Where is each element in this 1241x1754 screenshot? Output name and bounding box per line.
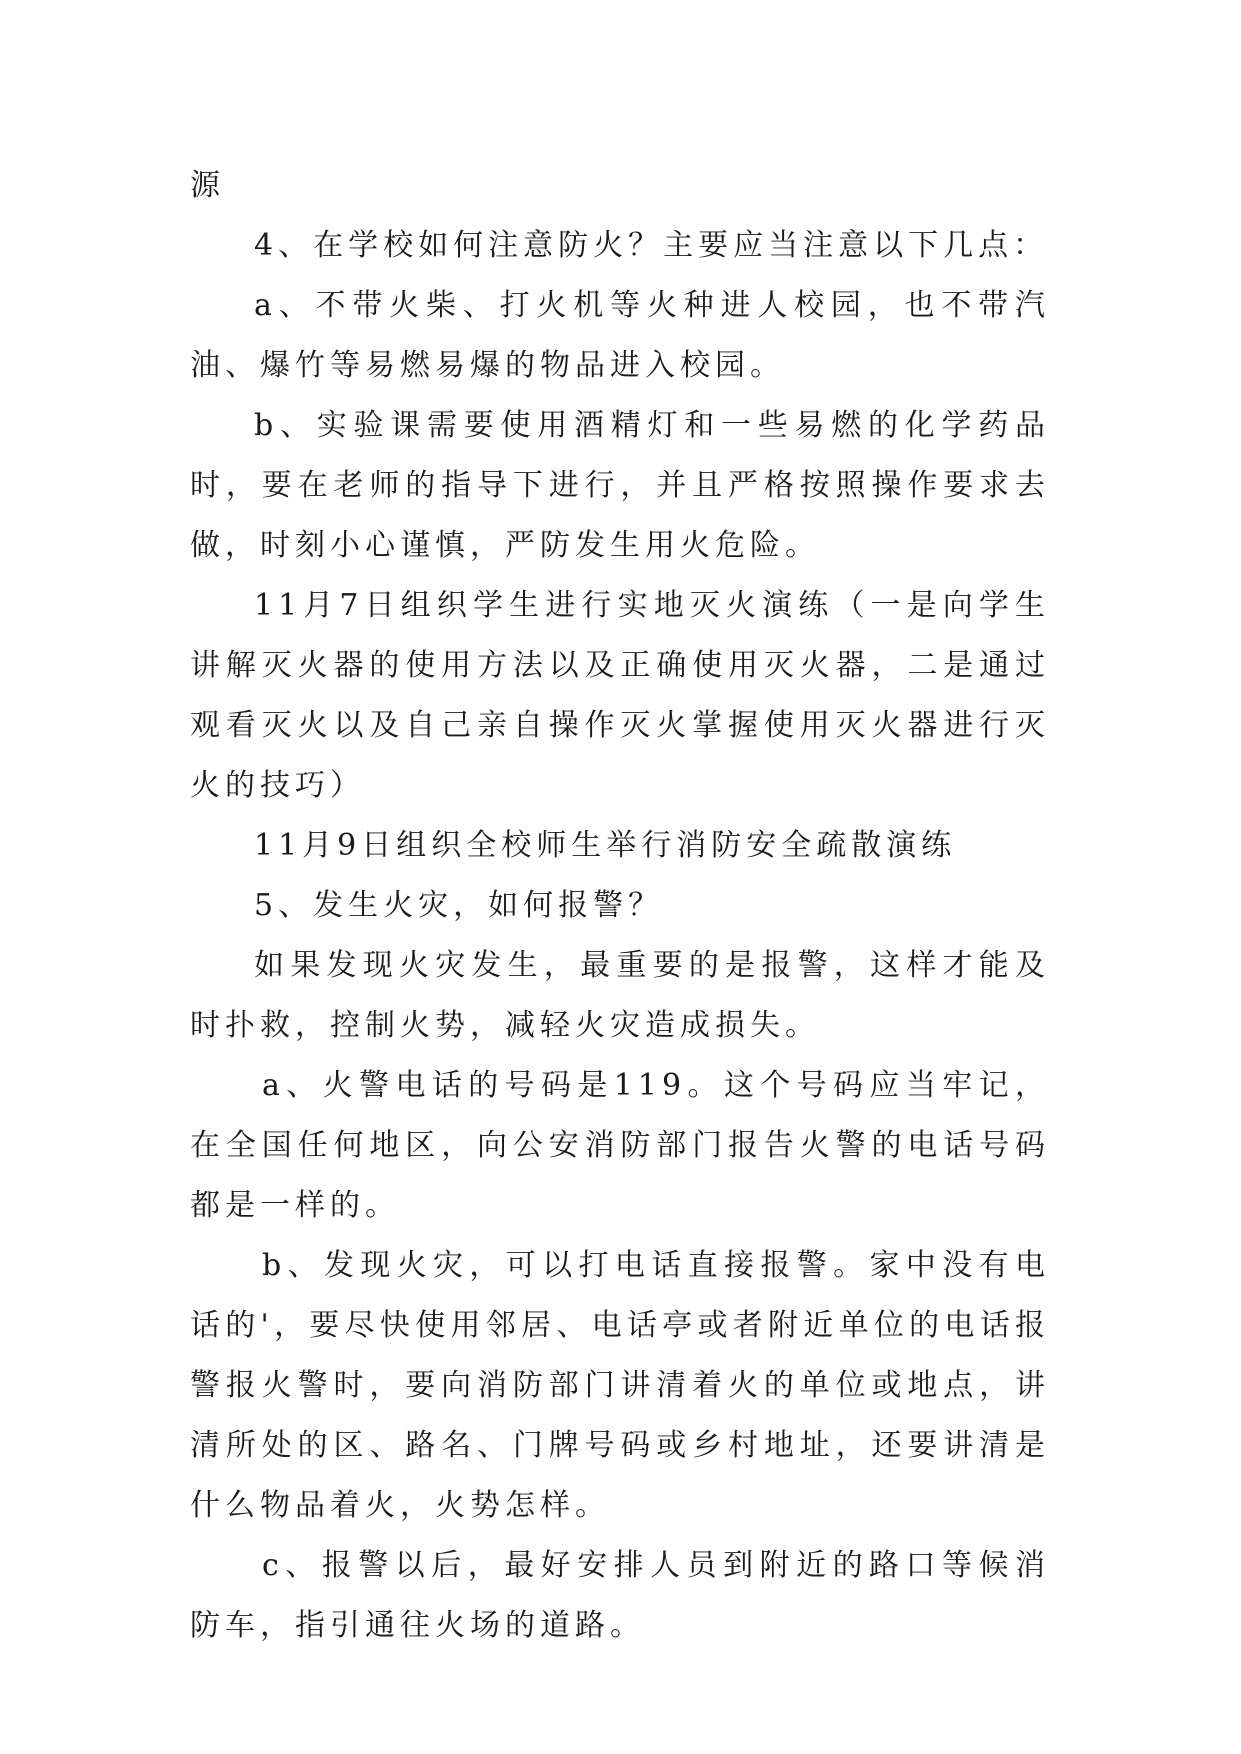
- paragraph-continuation: 源: [190, 168, 225, 203]
- paragraph-section-4-a: a、不带火柴、打火机等火种进人校园，也不带汽油、爆竹等易燃易爆的物品进入校园。: [190, 288, 1050, 383]
- paragraph-section-5-heading: 5、发生火灾，如何报警？: [254, 888, 664, 923]
- document-body: [190, 156, 1050, 1656]
- paragraph-section-5-a: a、火警电话的号码是119。这个号码应当牢记，在全国任何地区，向公安消防部门报告火警的电话号码都是一样的。: [190, 1068, 1050, 1223]
- paragraph-section-4-b: b、实验课需要使用酒精灯和一些易燃的化学药品时，要在老师的指导下进行，并且严格按照操作要求去做，时刻小心谨慎，严防发生用火危险。: [190, 408, 1050, 563]
- paragraph-section-4-heading: 4、在学校如何注意防火？主要应当注意以下几点：: [254, 228, 1049, 263]
- paragraph-nov-9-drill: 11月9日组织全校师生举行消防安全疏散演练: [254, 828, 957, 863]
- paragraph-section-5-c: c、报警以后，最好安排人员到附近的路口等候消防车，指引通往火场的道路。: [190, 1548, 1050, 1643]
- paragraph-section-5-b: b、发现火灾，可以打电话直接报警。家中没有电话的'，要尽快使用邻居、电话亭或者附近单位的电话报警报火警时，要向消防部门讲清着火的单位或地点，讲清所处的区、路名、门牌号码或乡村地址，还要讲清是什么物品着火，火势怎样。: [190, 1248, 1050, 1523]
- paragraph-nov-7-drill: 11月7日组织学生进行实地灭火演练（一是向学生讲解灭火器的使用方法以及正确使用灭火器，二是通过观看灭火以及自己亲自操作灭火掌握使用灭火器进行灭火的技巧）: [190, 588, 1050, 803]
- paragraph-section-5-intro: 如果发现火灾发生，最重要的是报警，这样才能及时扑救，控制火势，减轻火灾造成损失。: [190, 948, 1050, 1043]
